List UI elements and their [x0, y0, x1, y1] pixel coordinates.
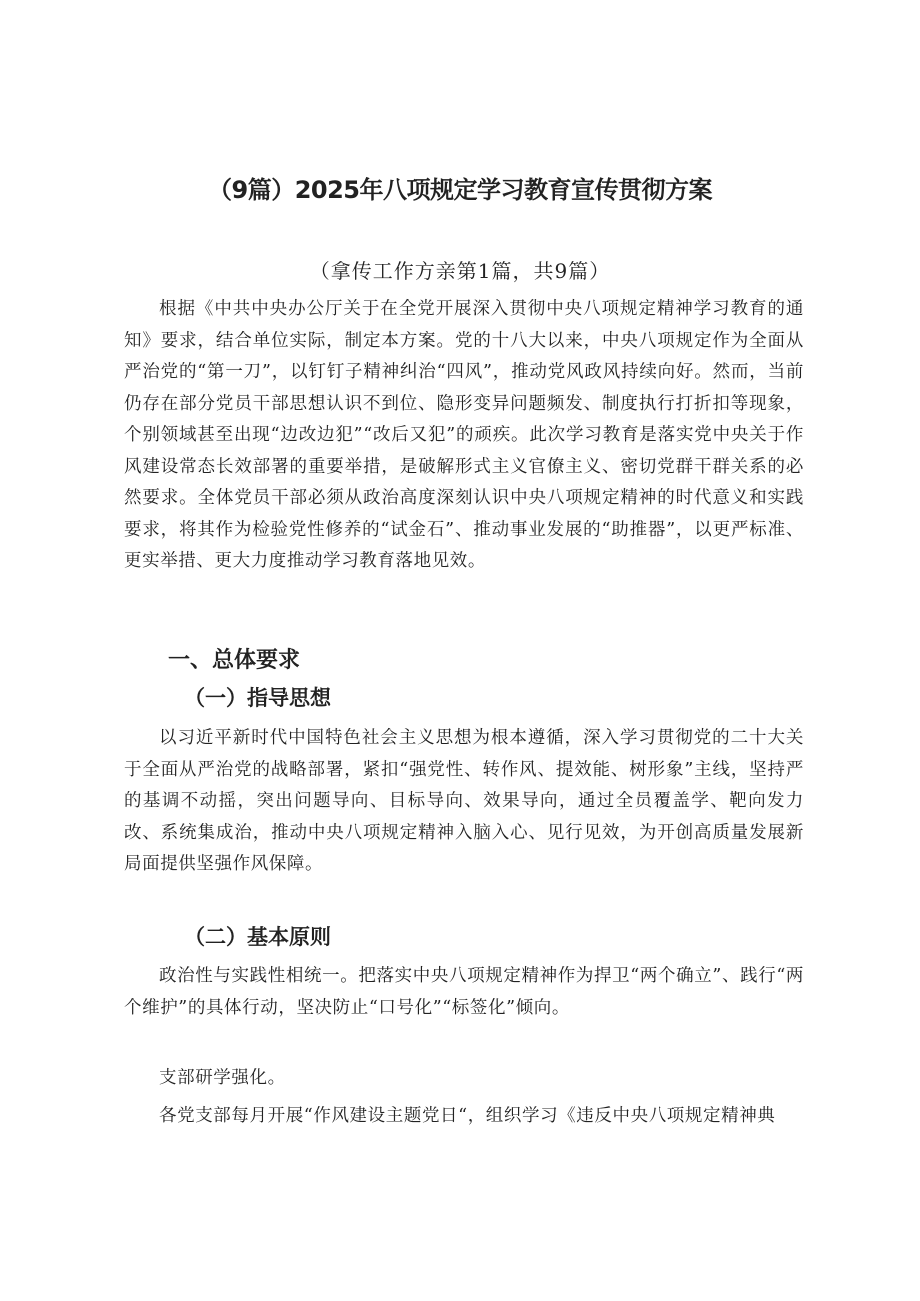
subsection-heading-guiding-thought: （一）指导思想	[184, 686, 331, 710]
basic-principles-paragraph: 政治性与实践性相统一。把落实中央八项规定精神作为捍卫“两个确立”、践行“两个维护”的具体行动，坚决防止“口号化”“标签化”倾向。	[124, 966, 804, 1018]
document-title: （9篇）2025年八项规定学习教育宣传贯彻方案	[208, 176, 712, 204]
section-heading-general-requirements: 一、总体要求	[168, 648, 301, 673]
guiding-thought-paragraph: 以习近平新时代中国特色社会主义思想为根本遵循，深入学习贯彻党的二十大关于全面从严治党的战略部署，紧扣“强党性、转作风、提效能、树形象”主线，坚持严的基调不动摇，突出问题导向、目标导向、效果导向，通过全员覆盖学、靶向发力改、系统集成治，推动中央八项规定精神入脑入心、见行见效，为开创高质量发展新局面提供坚强作风保障。	[124, 728, 804, 874]
subsection-heading-basic-principles: （二）基本原则	[184, 925, 331, 949]
document-subtitle: （拿传工作方亲第1篇，共9篇）	[309, 259, 611, 283]
intro-paragraph: 根据《中共中央办公厅关于在全党开展深入贯彻中央八项规定精神学习教育的通知》要求，结合单位实际，制定本方案。党的十八大以来，中央八项规定作为全面从严治党的“第一刀”，以钉钉子精神纠治“四风”，推动党风政风持续向好。然而，当前仍存在部分党员干部思想认识不到位、隐形变异问题频发、制度执行打折扣等现象，个别领域甚至出现“边改边犯”“改后又犯”的顽疾。此次学习教育是落实党中央关于作风建设常态长效部署的重要举措，是破解形式主义官僚主义、密切党群干群关系的必然要求。全体党员干部必须从政治高度深刻认识中央八项规定精神的时代意义和实践要求，将其作为检验党性修养的“试金石”、推动事业发展的“助推器”，以更严标准、更实举措、更大力度推动学习教育落地见效。	[124, 299, 804, 571]
branch-activity-paragraph: 各党支部每月开展“作风建设主题党日“，组织学习《违反中央八项规定精神典	[159, 1106, 776, 1126]
branch-study-paragraph: 支部研学强化。	[159, 1068, 286, 1088]
